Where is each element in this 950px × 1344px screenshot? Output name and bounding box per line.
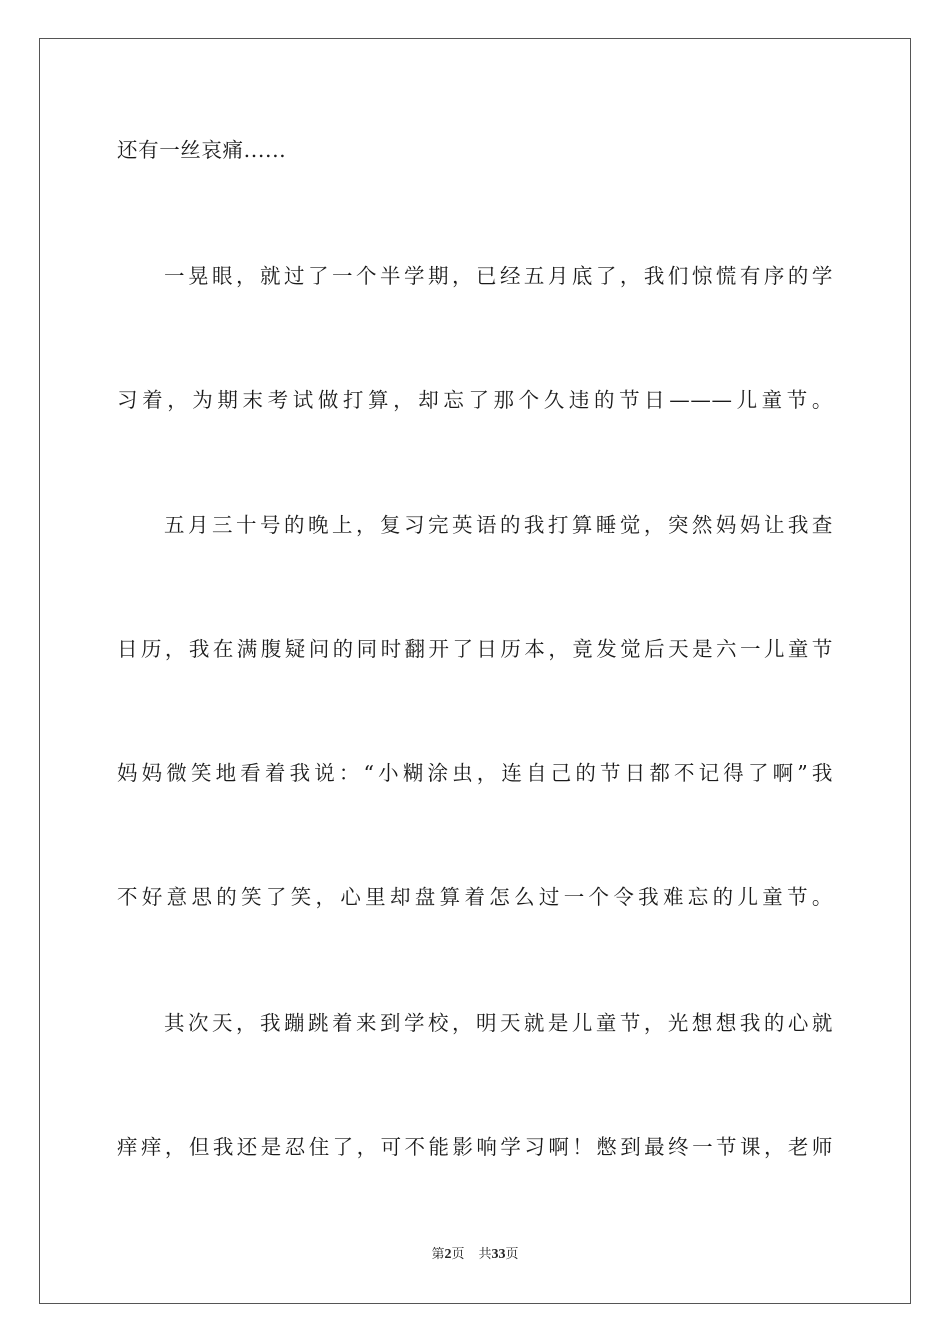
page-border [39, 38, 911, 1304]
page-prefix: 第 [431, 1247, 445, 1262]
text-line-6: 妈妈微笑地看着我说：“小糊涂虫，连自己的节日都不记得了啊”我 [117, 761, 833, 785]
text-line-9: 痒痒，但我还是忍住了，可不能影响学习啊！憋到最终一节课，老师 [117, 1135, 833, 1159]
page-suffix: 页 [451, 1247, 465, 1262]
text-line-3: 习着，为期末考试做打算，却忘了那个久违的节日———儿童节。 [117, 388, 833, 412]
page-footer [0, 1246, 950, 1264]
text-line-2: 一晃眼，就过了一个半学期，已经五月底了，我们惊慌有序的学 [164, 264, 833, 288]
page-number: 2 [444, 1247, 452, 1262]
total-prefix: 共 [478, 1247, 492, 1262]
text-line-8: 其次天，我蹦跳着来到学校，明天就是儿童节，光想想我的心就 [164, 1011, 833, 1035]
text-line-1: 还有一丝哀痛...... [117, 138, 287, 162]
text-line-5: 日历，我在满腹疑问的同时翻开了日历本，竟发觉后天是六一儿童节 [117, 637, 833, 661]
text-line-7: 不好意思的笑了笑，心里却盘算着怎么过一个令我难忘的儿童节。 [117, 885, 833, 909]
text-line-4: 五月三十号的晚上，复习完英语的我打算睡觉，突然妈妈让我查 [164, 513, 833, 537]
total-pages: 33 [491, 1247, 506, 1262]
total-suffix: 页 [505, 1247, 519, 1262]
